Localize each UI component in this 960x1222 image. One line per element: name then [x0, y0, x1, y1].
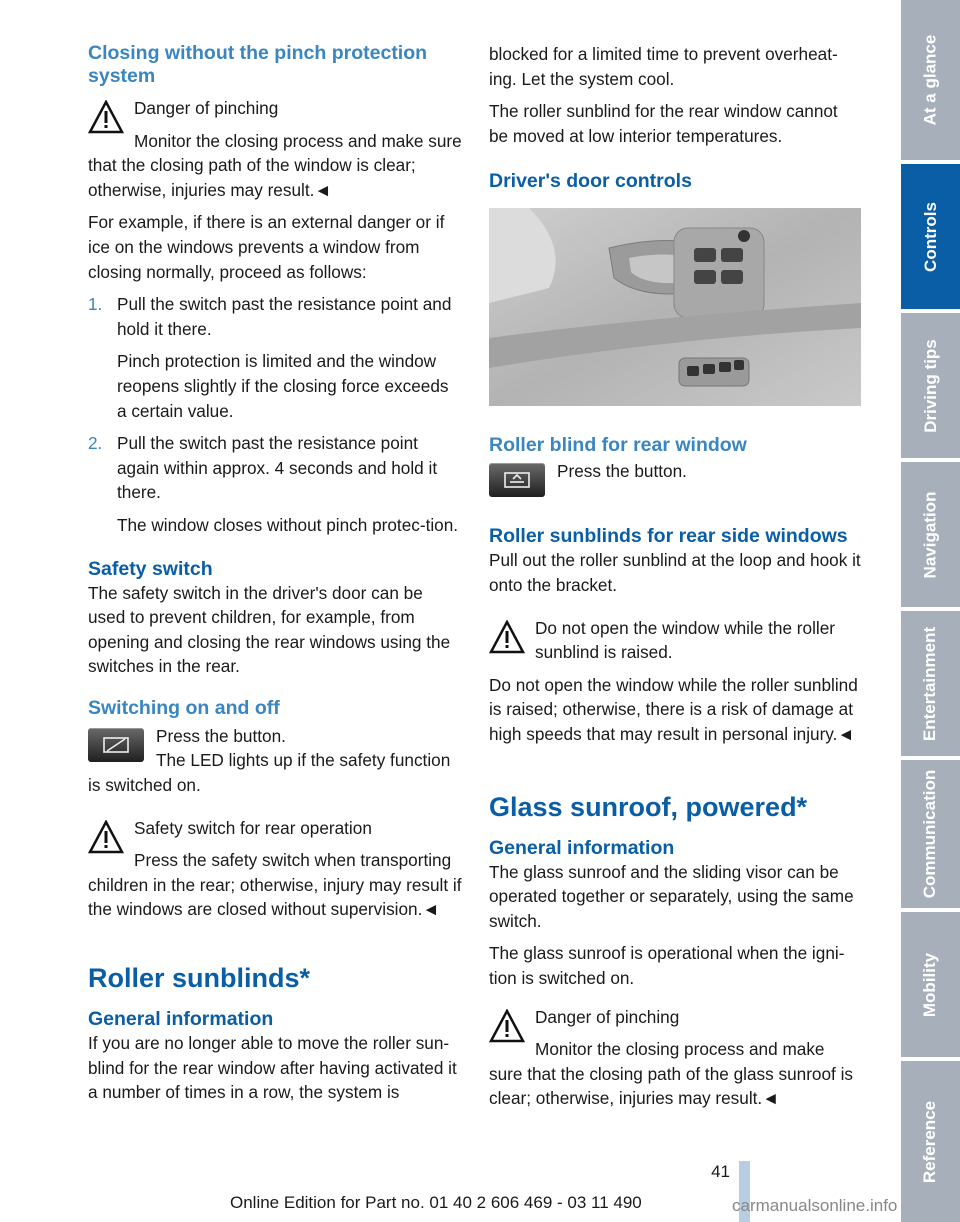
general-info-heading: General information — [88, 1008, 274, 1031]
right-column — [489, 42, 861, 1111]
general-info-paragraph: The glass sunroof and the sliding visor can be operated together or separately, using the same switch. — [489, 861, 854, 931]
roller-blind-button-icon — [489, 463, 545, 497]
rear-blind-row — [489, 459, 861, 501]
tab-entertainment[interactable] — [901, 611, 960, 756]
warning-safety-switch — [88, 816, 462, 922]
warning-pinching — [88, 96, 462, 202]
step-note: Pinch protection is limited and the window reopens slightly if the closing force exceeds a certain value. — [117, 351, 449, 421]
tab-label: Communication — [920, 769, 940, 899]
general-info-heading: General information — [489, 836, 675, 859]
tab-label: Driving tips — [920, 338, 940, 433]
warning-title: Danger of pinching — [535, 1006, 680, 1027]
left-column — [88, 42, 462, 1105]
step-text: Pull the switch past the resistance point again within approx. 4 seconds and hold it there. — [117, 433, 438, 503]
safety-heading: Safety switch — [88, 557, 213, 580]
warning-text: Do not open the window while the roller sunblind is raised; otherwise, there is a risk of damage at high speeds that may result in personal injury.◄ — [489, 674, 858, 744]
page-number: 41 — [711, 1162, 730, 1181]
side-blinds-heading: Roller sunblinds for rear side windows — [489, 525, 848, 548]
door-panel-illustration — [489, 208, 861, 406]
steps-list — [88, 292, 462, 537]
tab-label: Navigation — [920, 491, 940, 578]
tab-label: Entertainment — [920, 626, 940, 741]
warning-title: Danger of pinching — [134, 98, 279, 118]
watermark: carmanualsonline.info — [732, 1196, 898, 1215]
rear-blind-press-text: Press the button. — [557, 461, 687, 482]
tab-driving-tips[interactable] — [901, 313, 960, 458]
warning-title: Do not open the window while the roller sunblind is raised. — [535, 617, 836, 663]
tab-navigation[interactable] — [901, 462, 960, 607]
switching-led-text: The LED lights up if the safety function is switched on. — [88, 750, 451, 796]
safety-paragraph: The safety switch in the driver's door can be used to prevent children, for example, from opening and closing the rear windows using the switches in the rear. — [88, 582, 451, 677]
rear-blind-heading: Roller blind for rear window — [489, 434, 747, 457]
tab-at-a-glance[interactable] — [901, 0, 960, 160]
closing-heading: Closing without the pinch protection system — [88, 42, 428, 87]
tab-communication[interactable] — [901, 760, 960, 908]
step-text: Pull the switch past the resistance point and hold it there. — [117, 294, 452, 339]
low-temp-paragraph: The roller sunblind for the rear window cannot be moved at low interior temperatures. — [489, 101, 838, 146]
step-number: 2. — [88, 433, 103, 454]
side-blinds-paragraph: Pull out the roller sunblind at the loop and hook it onto the bracket. — [489, 550, 861, 595]
warning-roller-blind — [489, 616, 861, 747]
warning-triangle-icon — [88, 100, 124, 134]
warning-triangle-icon — [489, 1009, 525, 1043]
continued-paragraph: blocked for a limited time to prevent overheat‐ing. Let the system cool. — [489, 44, 838, 89]
warning-text: Press the safety switch when transporting children in the rear; otherwise, injury may result if the windows are closed without supervision.◄ — [88, 850, 462, 920]
tab-label: Controls — [920, 201, 940, 272]
glass-sunroof-heading: Glass sunroof, powered* — [489, 791, 808, 822]
chapter-tabs — [901, 0, 960, 1222]
warning-triangle-icon — [489, 620, 525, 654]
list-item — [88, 292, 462, 423]
door-controls-heading: Driver's door controls — [489, 170, 692, 193]
tab-reference[interactable] — [901, 1061, 960, 1222]
warning-text: Monitor the closing process and make sure that the closing path of the window is clear; otherwise, injuries may result.◄ — [88, 130, 462, 200]
safety-switch-button-icon — [88, 728, 144, 762]
roller-sunblinds-heading: Roller sunblinds* — [88, 963, 311, 994]
example-paragraph: For example, if there is an external danger or if ice on the windows prevents a window from closing normally, proceed as follows: — [88, 212, 445, 282]
tab-label: At a glance — [920, 34, 940, 126]
tab-mobility[interactable] — [901, 912, 960, 1057]
footer-edition: Online Edition for Part no. 01 40 2 606 469 - 03 11 490 — [230, 1193, 642, 1212]
warning-sunroof-pinching — [489, 1005, 861, 1111]
switching-heading: Switching on and off — [88, 696, 280, 719]
tab-label: Reference — [920, 1100, 940, 1183]
warning-text: Monitor the closing process and make sure that the closing path of the glass sunroof is clear; otherwise, injuries may result.◄ — [489, 1039, 854, 1109]
ignition-paragraph: The glass sunroof is operational when the igni‐tion is switched on. — [489, 943, 845, 988]
switching-row — [88, 724, 462, 798]
tab-label: Mobility — [920, 952, 940, 1017]
tab-controls[interactable] — [901, 164, 960, 309]
switching-press-text: Press the button. — [156, 725, 286, 746]
general-info-paragraph: If you are no longer able to move the roller sun‐blind for the rear window after having activated it a number of times in a row, the system is — [88, 1033, 457, 1103]
warning-triangle-icon — [88, 820, 124, 854]
step-number: 1. — [88, 294, 103, 315]
list-item — [88, 431, 462, 537]
step-note: The window closes without pinch protec‐tion. — [117, 514, 459, 535]
door-controls-image — [489, 208, 861, 406]
warning-title: Safety switch for rear operation — [134, 817, 372, 838]
